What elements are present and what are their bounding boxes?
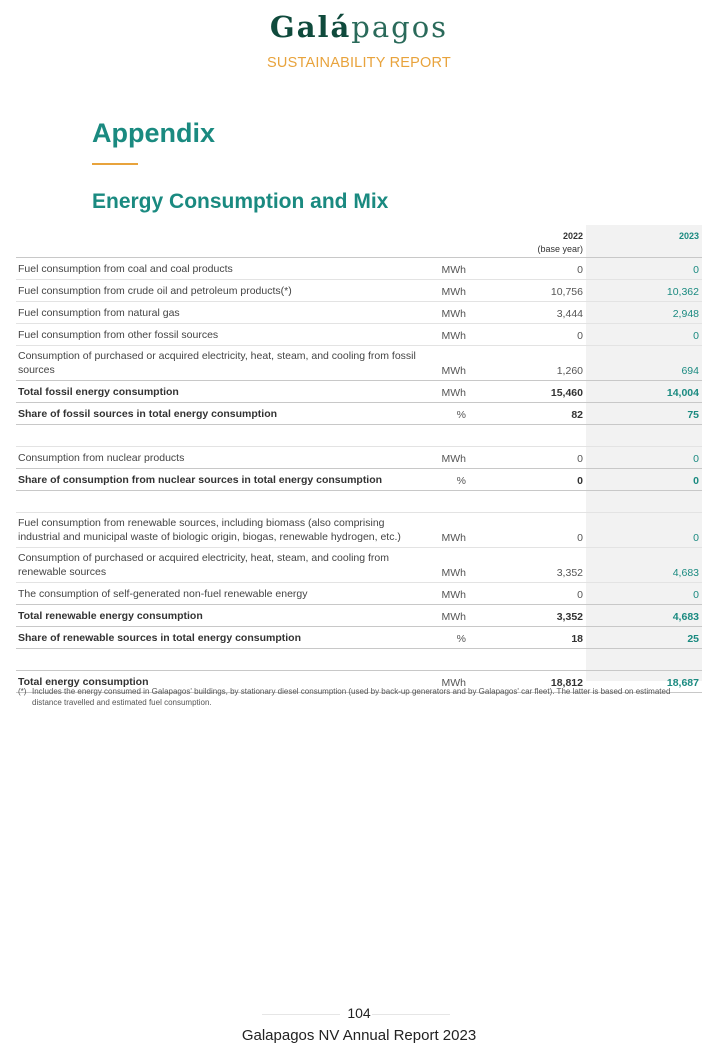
row-unit: % (456, 409, 466, 421)
table-row-total (16, 468, 702, 490)
table-row (16, 582, 702, 604)
row-unit: MWh (441, 330, 466, 342)
table-row (16, 345, 702, 380)
table-row (16, 301, 702, 323)
table-header (16, 225, 702, 257)
row-value-2023: 0 (693, 475, 699, 487)
row-value-2022: 0 (577, 453, 583, 465)
row-value-2023: 694 (681, 365, 699, 377)
row-label: Total fossil energy consumption (18, 385, 179, 398)
report-subtitle: SUSTAINABILITY REPORT (267, 55, 451, 71)
report-title: Galapagos NV Annual Report 2023 (241, 1027, 477, 1044)
row-unit: MWh (441, 387, 466, 399)
row-unit: MWh (441, 308, 466, 320)
row-label: Fuel consumption from natural gas (18, 306, 180, 319)
table-row (16, 547, 702, 582)
col-2022-year: 2022 (562, 231, 583, 241)
row-label: Fuel consumption from coal and coal products (18, 262, 233, 275)
table-spacer (16, 424, 702, 446)
footnote-text: Includes the energy consumed in Galapagos' buildings, by stationary diesel consumption (used by back-up generators and by Galapagos' car fleet). The latter is based on estimated distance travelled and estimated fuel consumption. (32, 687, 671, 707)
title-underline (92, 163, 138, 165)
row-label: Fuel consumption from renewable sources, including biomass (also comprising industrial and municipal waste of biologic origin, biogas, renewable hydrogen, etc.) (18, 517, 401, 543)
row-value-2022: 0 (577, 330, 583, 342)
row-value-2023: 0 (693, 532, 699, 544)
row-value-2023: 18,687 (666, 677, 699, 689)
row-value-2022: 18 (571, 633, 583, 645)
footnote-mark: (*) (18, 687, 27, 696)
table-row-total (16, 626, 702, 648)
row-value-2022: 3,352 (556, 567, 583, 579)
row-value-2023: 0 (693, 330, 699, 342)
energy-table (16, 225, 702, 693)
page-title: Appendix (92, 118, 216, 148)
table-spacer (16, 648, 702, 670)
row-value-2022: 82 (571, 409, 583, 421)
row-unit: MWh (441, 567, 466, 579)
table-row (16, 257, 702, 279)
row-value-2022: 15,460 (550, 387, 583, 399)
row-label: Consumption from nuclear products (18, 451, 185, 464)
table-row-total (16, 402, 702, 424)
row-unit: MWh (441, 611, 466, 623)
row-value-2022: 10,756 (550, 286, 583, 298)
row-unit: MWh (441, 286, 466, 298)
table-row (16, 279, 702, 301)
table-row (16, 512, 702, 547)
col-header-2022 (456, 230, 583, 256)
page-number: 104 (347, 1005, 371, 1021)
row-unit: % (456, 633, 466, 645)
col-2022-note: (base year) (537, 244, 583, 254)
row-value-2023: 25 (687, 633, 699, 645)
row-value-2022: 0 (577, 589, 583, 601)
row-value-2023: 2,948 (672, 308, 699, 320)
row-value-2023: 4,683 (672, 567, 699, 579)
row-label: Fuel consumption from crude oil and petroleum products(*) (18, 284, 292, 297)
row-label: Total renewable energy consumption (18, 609, 203, 622)
row-label: The consumption of self-generated non-fuel renewable energy (18, 587, 308, 600)
row-label: Share of renewable sources in total energy consumption (18, 631, 301, 644)
row-label: Share of consumption from nuclear sources in total energy consumption (18, 473, 383, 486)
table-spacer (16, 490, 702, 512)
row-label: Consumption of purchased or acquired electricity, heat, steam, and cooling from renewable sources (18, 552, 389, 578)
row-value-2023: 14,004 (666, 387, 699, 399)
row-label: Share of fossil sources in total energy consumption (18, 407, 278, 420)
row-value-2022: 0 (577, 264, 583, 276)
row-value-2023: 10,362 (666, 286, 699, 298)
row-unit: MWh (441, 365, 466, 377)
logo-part-bold: Galá (269, 10, 352, 44)
table-row (16, 446, 702, 468)
row-value-2022: 1,260 (556, 365, 583, 377)
row-unit: MWh (441, 264, 466, 276)
row-value-2023: 75 (687, 409, 699, 421)
row-value-2023: 0 (693, 589, 699, 601)
row-value-2023: 0 (693, 264, 699, 276)
row-unit: % (456, 475, 466, 487)
row-unit: MWh (441, 589, 466, 601)
logo-part-light: pagos (351, 10, 449, 44)
row-unit: MWh (441, 677, 466, 689)
row-label: Consumption of purchased or acquired electricity, heat, steam, and cooling from fossil sources (18, 350, 416, 376)
section-title: Energy Consumption and Mix (92, 190, 389, 213)
table-row (16, 323, 702, 345)
row-value-2022: 0 (577, 475, 583, 487)
table-row-total (16, 380, 702, 402)
col-header-2023: 2023 (678, 231, 699, 241)
row-label: Fuel consumption from other fossil sources (18, 328, 219, 341)
row-label: Total energy consumption (18, 675, 149, 688)
galapagos-logo (0, 10, 718, 44)
row-unit: MWh (441, 532, 466, 544)
row-value-2022: 3,444 (556, 308, 583, 320)
row-value-2023: 4,683 (672, 611, 699, 623)
footnote (18, 686, 698, 708)
row-value-2023: 0 (693, 453, 699, 465)
row-value-2022: 0 (577, 532, 583, 544)
table-row-total (16, 604, 702, 626)
row-value-2022: 3,352 (556, 611, 583, 623)
row-unit: MWh (441, 453, 466, 465)
row-value-2022: 18,812 (550, 677, 583, 689)
